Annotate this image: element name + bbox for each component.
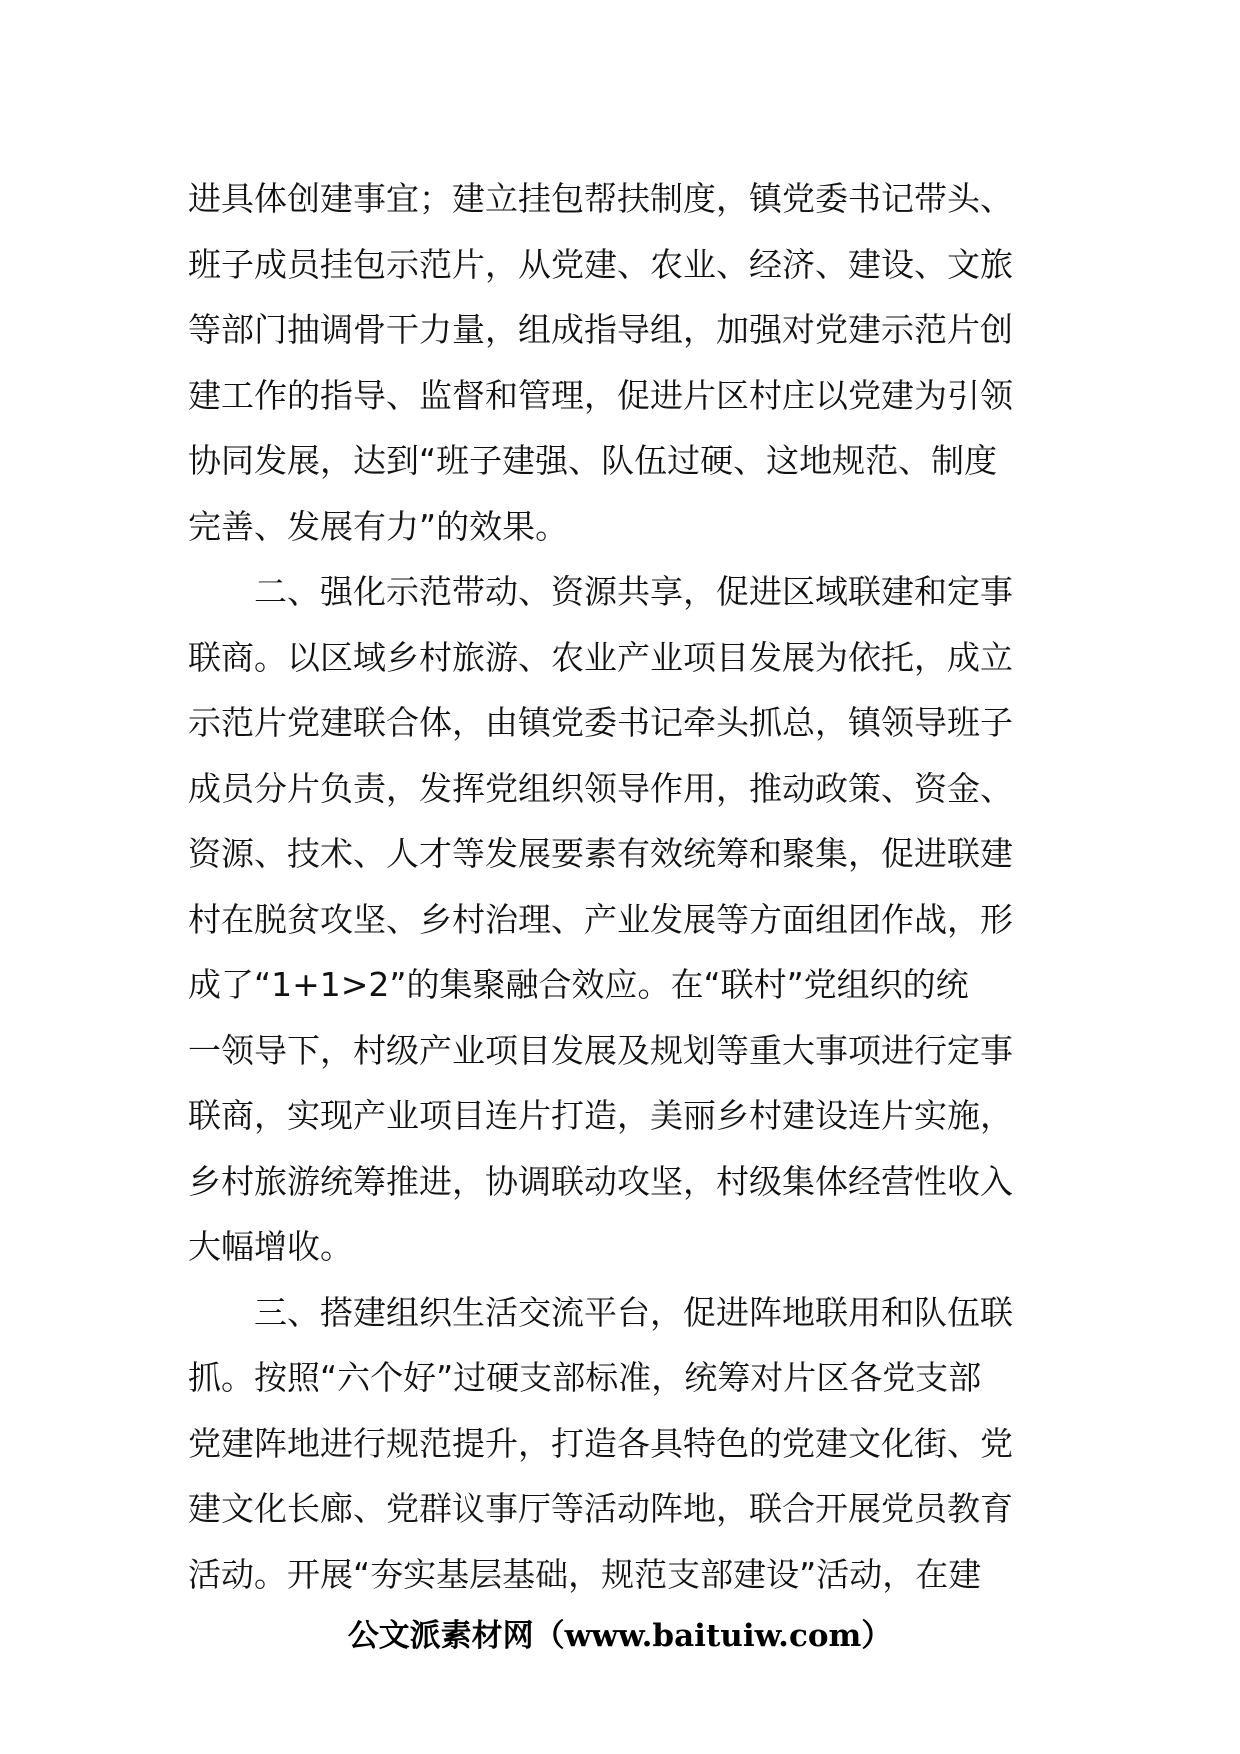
text-line: 党建阵地进行规范提升，打造各具特色的党建文化街、党 [188, 1423, 1013, 1463]
text-line: 成员分片负责，发挥党组织领导作用，推动政策、资金、 [188, 768, 1013, 808]
text-line: 活动。开展“夯实基层基础，规范支部建设”活动，在建 [188, 1554, 982, 1594]
section-heading-line: 三、搭建组织生活交流平台，促进阵地联用和队伍联 [254, 1292, 1013, 1332]
text-line: 抓。按照“六个好”过硬支部标准，统筹对片区各党支部 [188, 1358, 982, 1397]
text-line: 大幅增收。 [188, 1227, 353, 1266]
text-line: 一领导下，村级产业项目发展及规划等重大事项进行定事 [188, 1030, 1013, 1070]
text-line: 资源、技术、人才等发展要素有效统筹和聚集，促进联建 [188, 834, 1013, 873]
text-line: 村在脱贫攻坚、乡村治理、产业发展等方面组团作战，形 [188, 899, 1013, 939]
text-line: 成了“1+1>2”的集聚融合效应。在“联村”党组织的统 [188, 965, 969, 1004]
text-line: 班子成员挂包示范片，从党建、农业、经济、建设、文旅 [188, 244, 1013, 284]
text-line: 建文化长廊、党群议事厅等活动阵地，联合开展党员教育 [188, 1489, 1013, 1528]
body-text [188, 166, 1060, 1607]
text-line: 乡村旅游统筹推进，协调联动攻坚，村级集体经营性收入 [188, 1161, 1013, 1201]
text-line: 完善、发展有力”的效果。 [188, 506, 569, 546]
text-line: 进具体创建事宜；建立挂包帮扶制度，镇党委书记带头、 [188, 179, 1013, 218]
text-line: 协同发展，达到“班子建强、队伍过硬、这地规范、制度 [188, 441, 998, 480]
text-line: 示范片党建联合体，由镇党委书记牵头抓总，镇领导班子 [188, 703, 1013, 742]
text-line: 联商，实现产业项目连片打造，美丽乡村建设连片实施， [188, 1096, 1013, 1135]
text-line: 建工作的指导、监督和管理，促进片区村庄以党建为引领 [188, 375, 1013, 415]
text-line: 联商。以区域乡村旅游、农业产业项目发展为依托，成立 [188, 637, 1013, 677]
footer-watermark: 公文派素材网（www.baituiw.com） [347, 1618, 893, 1654]
section-heading-line: 二、强化示范带动、资源共享，促进区域联建和定事 [254, 572, 1013, 611]
text-line: 等部门抽调骨干力量，组成指导组，加强对党建示范片创 [188, 310, 1013, 349]
